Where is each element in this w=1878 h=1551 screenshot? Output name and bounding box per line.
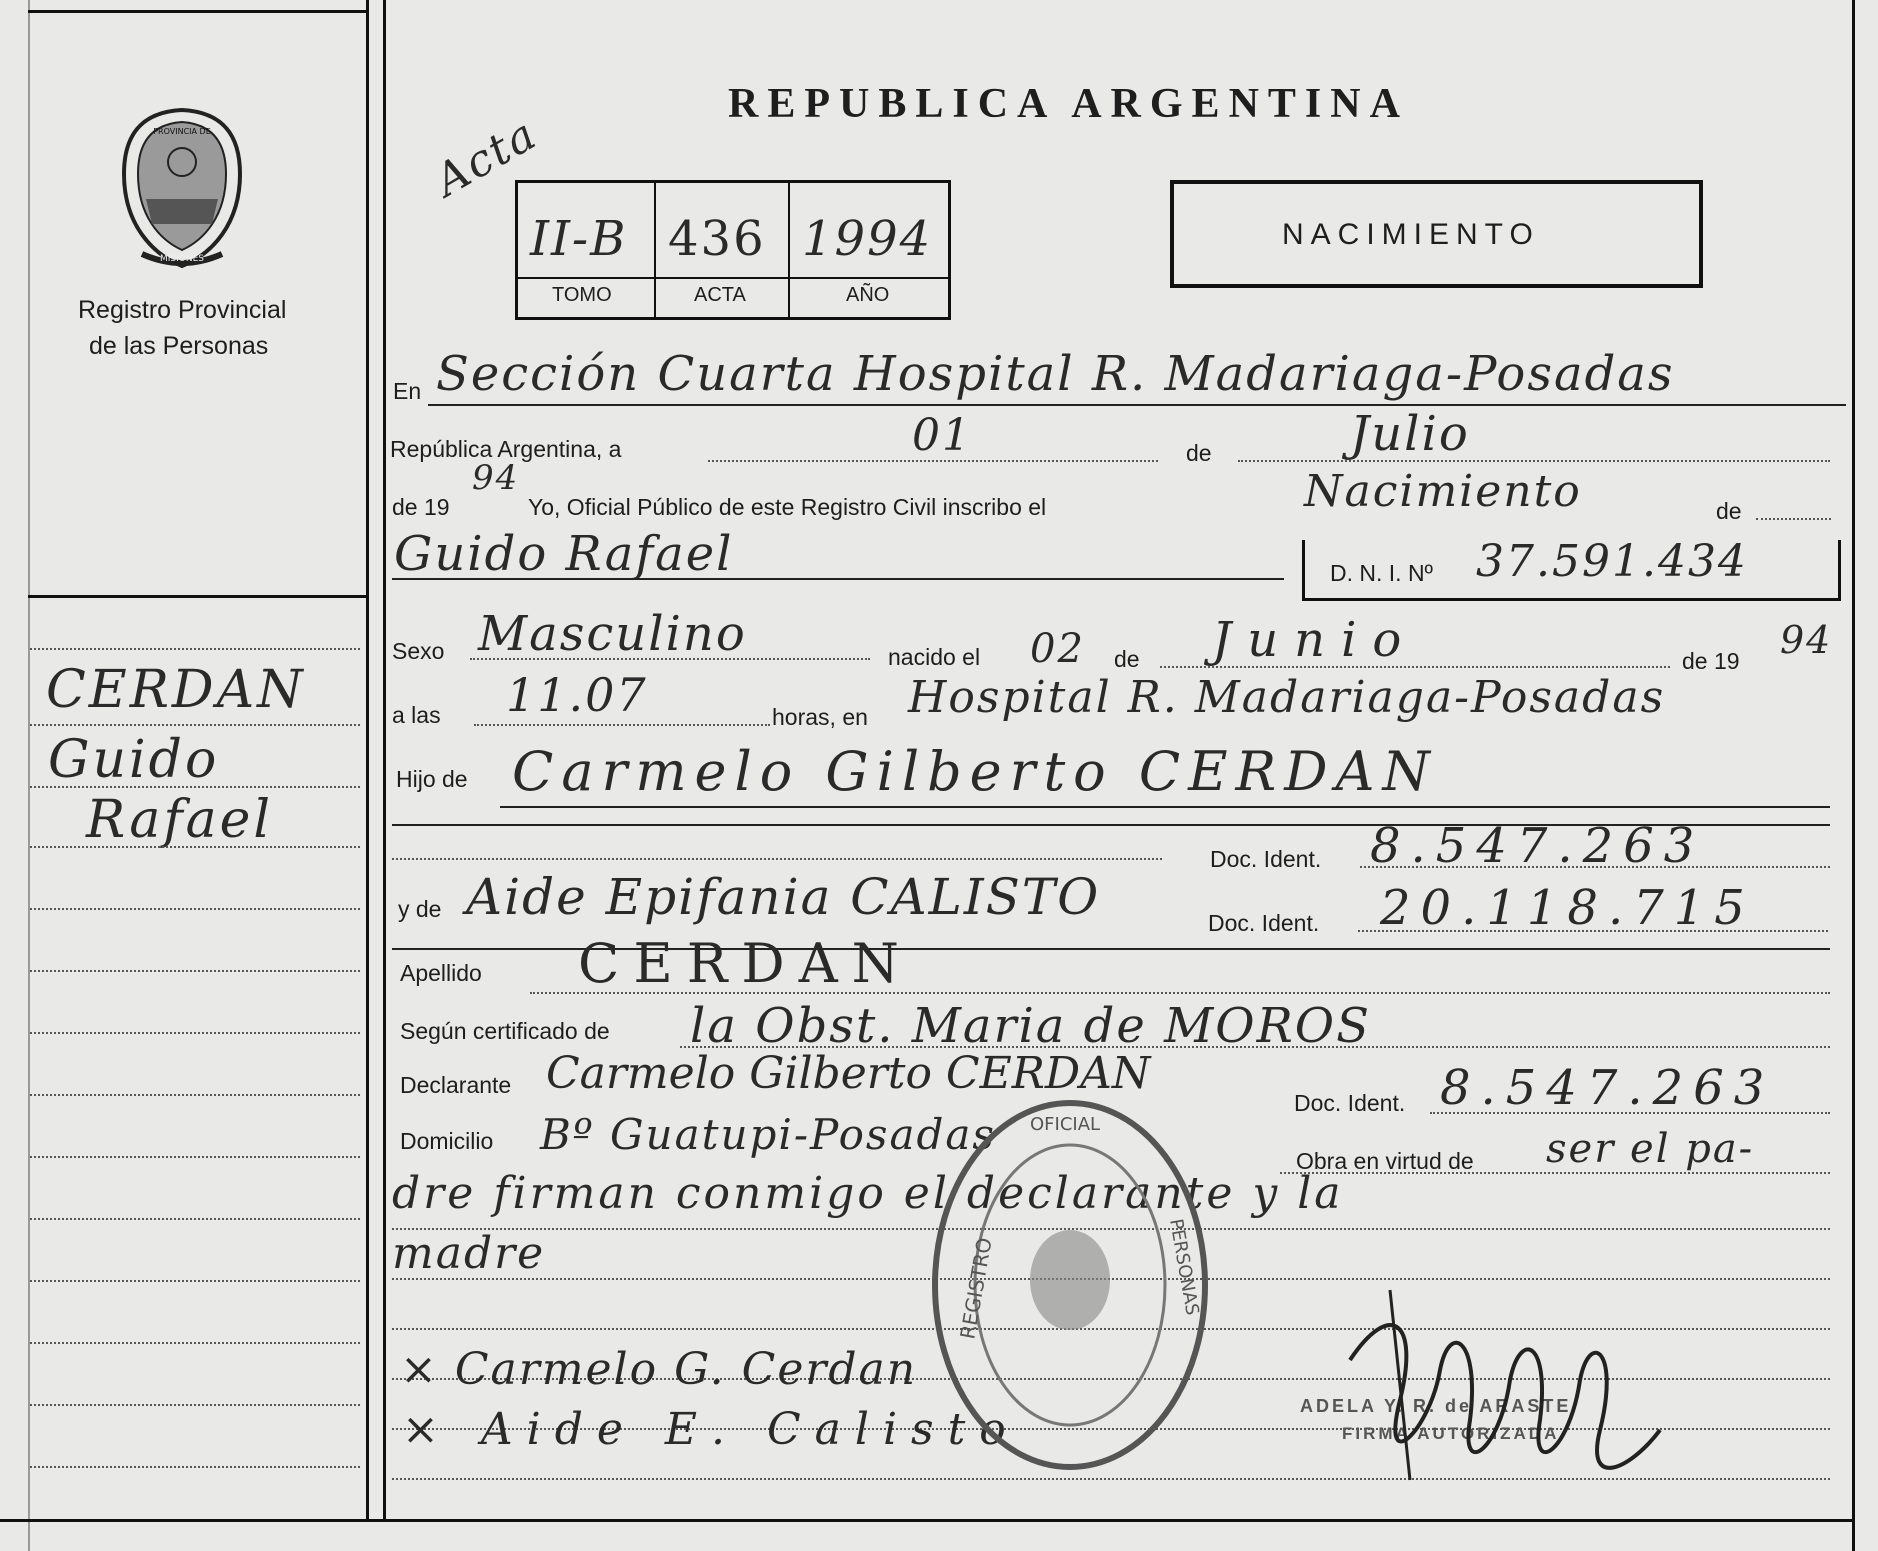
de-label-2: de	[1716, 498, 1742, 524]
horas-en-label: horas, en	[772, 704, 868, 730]
reason-line2: dre firman conmigo el declarante y la	[392, 1168, 1344, 1219]
registration-year: 94	[472, 458, 520, 498]
segun-certificado-label: Según certificado de	[400, 1018, 610, 1044]
declarant-name: Carmelo Gilberto CERDAN	[546, 1048, 1151, 1099]
registration-month: Julio	[1350, 406, 1470, 462]
left-column-rule	[28, 595, 366, 598]
official-registry-stamp	[920, 1090, 1220, 1480]
authorized-signature-stamp: FIRMA AUTORIZADA	[1342, 1424, 1560, 1443]
domicilio-label: Domicilio	[400, 1128, 494, 1154]
bottom-rule	[0, 1519, 1855, 1522]
official-name-stamp: ADELA Y. R. de ARASTE	[1300, 1396, 1572, 1416]
de-label-1: de	[1186, 440, 1212, 466]
svg-text:MISIONES: MISIONES	[159, 254, 205, 264]
surname: CERDAN	[578, 932, 913, 995]
acta-label: ACTA	[694, 284, 746, 306]
left-column-divider	[366, 0, 369, 1521]
father-signature: × Carmelo G. Cerdan	[400, 1344, 918, 1395]
misiones-province-seal	[112, 104, 252, 274]
birth-time: 11.07	[506, 668, 648, 722]
document-title: REPUBLICA ARGENTINA	[728, 81, 1409, 127]
sexo-label: Sexo	[392, 638, 445, 664]
tomo-value: II-B	[530, 211, 628, 267]
address: Bº Guatupi-Posadas	[540, 1110, 996, 1159]
margin-surname: CERDAN	[46, 660, 306, 720]
mother-signature: × Aide E. Calisto	[402, 1404, 1020, 1455]
svg-text:REGISTRO: REGISTRO	[955, 1235, 997, 1341]
doc-ident-label-1: Doc. Ident.	[1210, 846, 1322, 872]
registry-section: Sección Cuarta Hospital R. Madariaga-Posadas	[436, 346, 1675, 402]
record-type-box	[1170, 180, 1703, 288]
oficial-statement: Yo, Oficial Público de este Registro Civil inscribo el	[528, 494, 1047, 520]
registry-name-line2: de las Personas	[89, 332, 269, 360]
declarante-label: Declarante	[400, 1072, 512, 1098]
dni-number: 37.591.434	[1476, 536, 1748, 587]
margin-given-name-1: Guido	[48, 730, 220, 790]
acta-handwritten-note: Acta	[426, 108, 546, 207]
republica-a-label: República Argentina, a	[390, 436, 622, 462]
y-de-label: y de	[398, 896, 442, 922]
birth-year: 94	[1780, 618, 1833, 662]
doc-ident-label-2: Doc. Ident.	[1208, 910, 1320, 936]
birth-place: Hospital R. Madariaga-Posadas	[908, 672, 1666, 723]
record-type-label: NACIMIENTO	[1282, 218, 1540, 251]
right-border	[1852, 0, 1855, 1551]
inner-left-border	[383, 0, 386, 1521]
de-label-3: de	[1114, 646, 1140, 672]
inscription-type: Nacimiento	[1304, 466, 1582, 517]
mother-doc-number: 20.118.715	[1380, 880, 1755, 936]
declarant-doc-number: 8.547.263	[1440, 1060, 1775, 1116]
de-19-label-2: de 19	[1682, 648, 1740, 674]
year-value: 1994	[802, 211, 933, 267]
top-rule-left	[28, 10, 366, 13]
obra-en-virtud-label: Obra en virtud de	[1296, 1148, 1474, 1174]
sex-value: Masculino	[478, 606, 747, 662]
child-given-names: Guido Rafael	[394, 526, 734, 582]
svg-text:OFICIAL: OFICIAL	[1030, 1114, 1101, 1135]
registration-day: 01	[912, 410, 972, 461]
mother-name: Aide Epifania CALISTO	[466, 868, 1101, 926]
svg-text:PERSONAS: PERSONAS	[1165, 1217, 1203, 1317]
en-label: En	[393, 378, 422, 404]
a-las-label: a las	[392, 702, 441, 728]
doc-ident-label-3: Doc. Ident.	[1294, 1090, 1406, 1116]
birth-day: 02	[1030, 626, 1085, 672]
tomo-label: TOMO	[552, 284, 612, 306]
reason-line3: madre	[392, 1228, 546, 1279]
birth-month: Junio	[1212, 612, 1418, 668]
apellido-label: Apellido	[400, 960, 482, 986]
acta-value: 436	[668, 211, 766, 267]
official-signature	[1330, 1280, 1710, 1500]
svg-text:PROVINCIA DE: PROVINCIA DE	[153, 127, 211, 136]
father-name: Carmelo Gilberto CERDAN	[512, 740, 1438, 803]
certifying-obstetrician: la Obst. Maria de MOROS	[690, 998, 1371, 1054]
left-margin-border	[28, 0, 30, 1551]
registry-name-line1: Registro Provincial	[78, 296, 287, 324]
record-number-box	[515, 180, 951, 320]
father-doc-number: 8.547.263	[1370, 818, 1705, 874]
de-19-label: de 19	[392, 494, 450, 520]
nacido-el-label: nacido el	[888, 644, 981, 670]
reason-line1: ser el pa-	[1546, 1126, 1755, 1172]
dni-label: D. N. I. Nº	[1330, 560, 1433, 586]
margin-given-name-2: Rafael	[86, 790, 273, 850]
year-label: AÑO	[846, 284, 890, 306]
hijo-de-label: Hijo de	[396, 766, 468, 792]
